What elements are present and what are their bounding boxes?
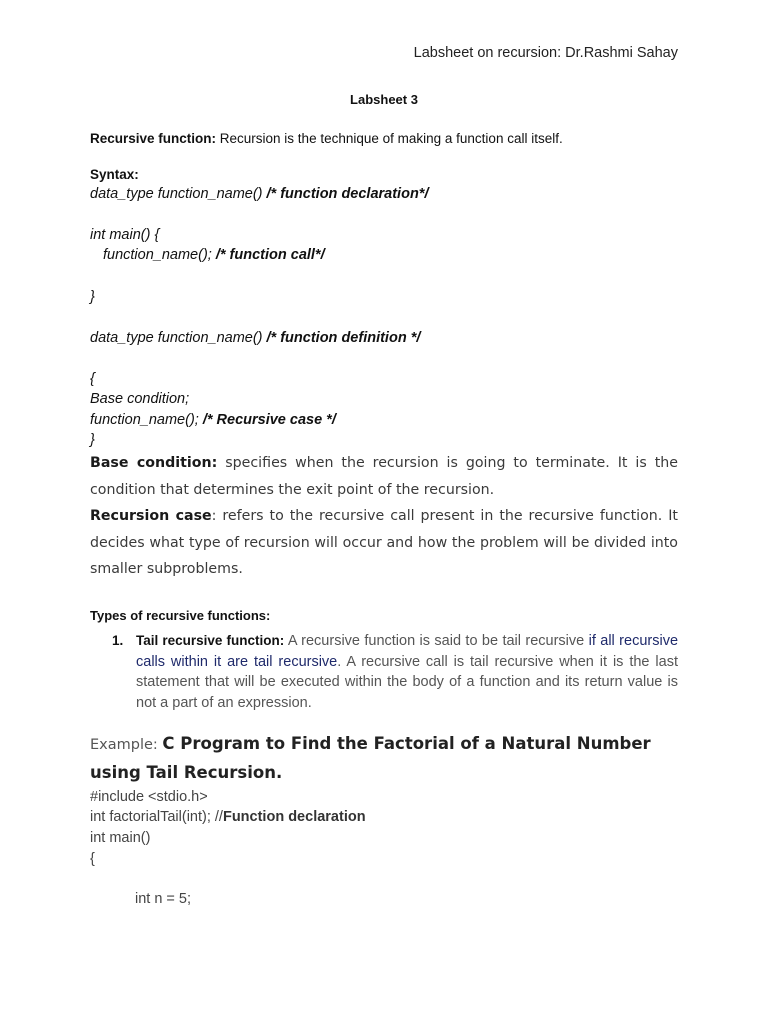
recursion-case-term: Recursion case	[90, 508, 212, 524]
intro-term: Recursive function:	[90, 131, 217, 146]
program-declaration	[90, 809, 366, 825]
list-item-highlight: if all recursive calls within it are tail recursive	[136, 633, 679, 670]
program-decl-code: int factorialTail(int); //	[90, 809, 223, 825]
list-item-term: Tail recursive function:	[136, 633, 285, 648]
list-item-text-before: A recursive function is said to be tail recursive	[284, 633, 589, 649]
syntax-call	[103, 247, 325, 263]
types-section	[90, 608, 678, 713]
recursive-comment: /* Recursive case */	[202, 412, 336, 428]
example-label: Example:	[90, 737, 163, 753]
syntax-main-open: int main() {	[90, 227, 160, 243]
syntax-recursive-case	[90, 412, 336, 428]
syntax-main-close: }	[90, 289, 95, 305]
declaration-code: data_type function_name()	[90, 186, 267, 202]
intro-text: Recursion is the technique of making a function call itself.	[216, 131, 563, 146]
base-condition-term: Base condition:	[90, 455, 218, 471]
syntax-body-open: {	[90, 371, 95, 387]
call-code: function_name();	[103, 247, 216, 263]
syntax-body-close: }	[90, 432, 95, 448]
program-brace-open: {	[90, 851, 95, 867]
list-item-text-after: . A recursive call is tail recursive when it is the last statement that will be executed within the body of a function and its return value is not a part of an expression.	[136, 653, 678, 711]
syntax-declaration	[90, 186, 428, 202]
list-item	[90, 631, 678, 713]
recursive-code: function_name();	[90, 412, 203, 428]
example-heading	[90, 730, 685, 787]
declaration-comment: /* function declaration*/	[266, 186, 429, 202]
example-title: C Program to Find the Factorial of a Natural Number using Tail Recursion.	[90, 734, 651, 782]
base-condition-text: specifies when the recursion is going to terminate. It is the condition that determines the exit point of the recursion.	[90, 455, 678, 498]
list-item-number: 1.	[112, 633, 124, 648]
intro-line	[90, 131, 563, 146]
syntax-definition	[90, 330, 420, 346]
syntax-base-condition: Base condition;	[90, 391, 190, 407]
call-comment: /* function call*/	[215, 247, 325, 263]
base-condition-paragraph	[90, 450, 678, 503]
program-main-signature: int main()	[90, 830, 151, 846]
recursion-case-text: : refers to the recursive call present in the recursive function. It decides what type of recursion will occur and how the problem will be divided into smaller subproblems.	[90, 508, 678, 577]
syntax-label: Syntax:	[90, 167, 139, 182]
page-title: Labsheet 3	[350, 92, 418, 107]
recursion-case-paragraph	[90, 503, 678, 583]
program-include: #include <stdio.h>	[90, 789, 208, 805]
types-heading: Types of recursive functions:	[90, 608, 271, 623]
definition-code: data_type function_name()	[90, 330, 267, 346]
program-var-declaration: int n = 5;	[135, 891, 192, 907]
running-header: Labsheet on recursion: Dr.Rashmi Sahay	[413, 45, 678, 61]
definition-comment: /* function definition */	[266, 330, 421, 346]
program-decl-comment: Function declaration	[222, 809, 366, 825]
